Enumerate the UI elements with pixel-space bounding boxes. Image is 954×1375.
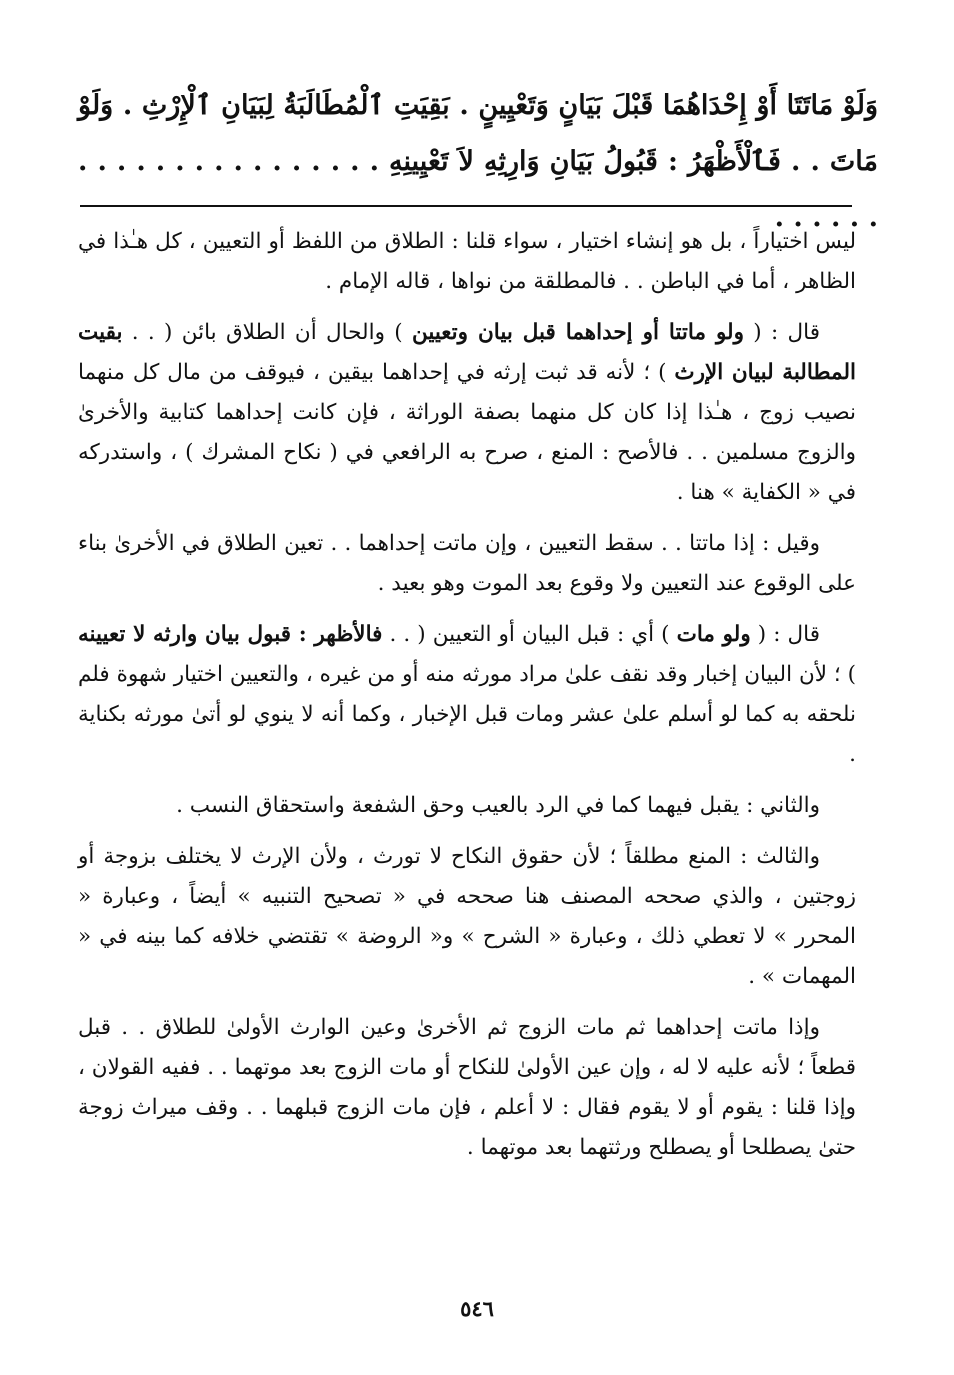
commentary-text: [78, 222, 856, 1179]
paragraph-text: والثالث : المنع مطلقاً ؛ لأن حقوق النكاح لا تورث ، ولأن الإرث لا يختلف بزوجة أو زوجتين ، والذي صححه المصنف هنا صححه في « تصحيح التنبيه » أيضاً ، وعبارة « المحرر » لا تعطي ذلك ، وعبارة « الشرح » و« الروضة » تقتضي خلافه كما بينه في « المهمات » .: [78, 844, 856, 989]
commentary-paragraph-7: [78, 1008, 856, 1168]
commentary-paragraph-5: [78, 786, 856, 826]
paragraph-text: وإذا ماتت إحداهما ثم مات الزوج ثم الأخرىٰ وعين الوارث الأولىٰ للطلاق . . قبل قطعاً ؛ لأنه عليه لا له ، وإن عين الأولىٰ للنكاح أو مات الزوج بعد موتهما . . ففيه القولان ، وإذا قلنا : يقوم أو لا يقوم فقال : لا أعلم ، فإن مات الزوج قبلهما . . وقف ميراث زوجة حتىٰ يصطلحا أو يصطلح ورثتهما بعد موتهما .: [78, 1015, 856, 1160]
paragraph-text: ) أي : قبل البيان أو التعيين ( . .: [382, 622, 677, 647]
paragraph-text: قال : (: [744, 320, 821, 345]
paragraph-text: قال : (: [750, 622, 821, 647]
commentary-paragraph-2: [78, 313, 856, 513]
matn-line-1: وَلَوْ مَاتَتَا أَوْ إِحْدَاهُمَا قَبْلَ بَيَانٍ وَتَعْيِينٍ . بَقِيَتِ ٱلْمُطَالَبَةُ لِبَيَانِ ٱلْإِرْثِ . وَلَوْ: [78, 90, 878, 121]
paragraph-text: والثاني : يقبل فيهما كما في الرد بالعيب وحق الشفعة واستحقاق النسب .: [176, 793, 820, 818]
commentary-paragraph-1: [78, 222, 856, 302]
paragraph-text: ليس اختياراً ، بل هو إنشاء اختيار ، سواء قلنا : الطلاق من اللفظ أو التعيين ، كل هـٰذا في الظاهر ، أما في الباطن . . فالمطلقة من نواها ، قاله الإمام .: [78, 229, 856, 294]
quoted-matn: فالأظهر : قبول بيان وارثه لا تعيينه: [78, 622, 383, 647]
paragraph-text: ) ؛ لأن البيان إخبار وقد نقف علىٰ مراد مورثه منه أو من غيره ، والتعيين اختيار شهوة فلم نلحقه به كما لو أسلم علىٰ عشر ومات قبل الإخبار ، وكما أنه لا ينوي لو أتىٰ مورثه بكناية .: [78, 662, 856, 767]
matn-text: [78, 78, 878, 246]
commentary-paragraph-3: [78, 524, 856, 604]
commentary-paragraph-4: [78, 615, 856, 775]
page-number: ٥٤٦: [460, 1296, 494, 1321]
separator-rule: [80, 205, 852, 207]
quoted-matn: ولو مات: [676, 622, 751, 647]
quoted-matn: ولو ماتتا أو إحداهما قبل بيان وتعيين: [411, 320, 744, 345]
commentary-paragraph-6: [78, 837, 856, 997]
matn-line-2: مَاتَ . . فَٱلْأَظْهَرُ : قَبُولُ بَيَانِ وَارِثِهِ لاَ تَعْيِينِهِ . . . . . . . . . . . . . . . . . . . . . .: [78, 146, 878, 233]
paragraph-text: ) ؛ لأنه قد ثبت إرثه في إحداهما بيقين ، فيوقف من مال كل منهما نصيب زوج ، هـٰذا إذا كان كل منهما بصفة الوراثة ، فإن كانت إحداهما كتابية والأخرىٰ والزوج مسلمين . . فالأصح : المنع ، صرح به الرافعي في ( نكاح المشرك ) ، واستدركه في « الكفاية » هنا .: [78, 360, 856, 505]
paragraph-text: ) والحال أن الطلاق بائن ( . .: [122, 320, 412, 345]
paragraph-text: وقيل : إذا ماتتا . . سقط التعيين ، وإن ماتت إحداهما . . تعين الطلاق في الأخرىٰ بناء على الوقوع عند التعيين ولا وقوع بعد الموت وهو بعيد .: [78, 531, 856, 596]
quoted-matn: بقيت المطالبة لبيان الإرث: [78, 320, 856, 385]
